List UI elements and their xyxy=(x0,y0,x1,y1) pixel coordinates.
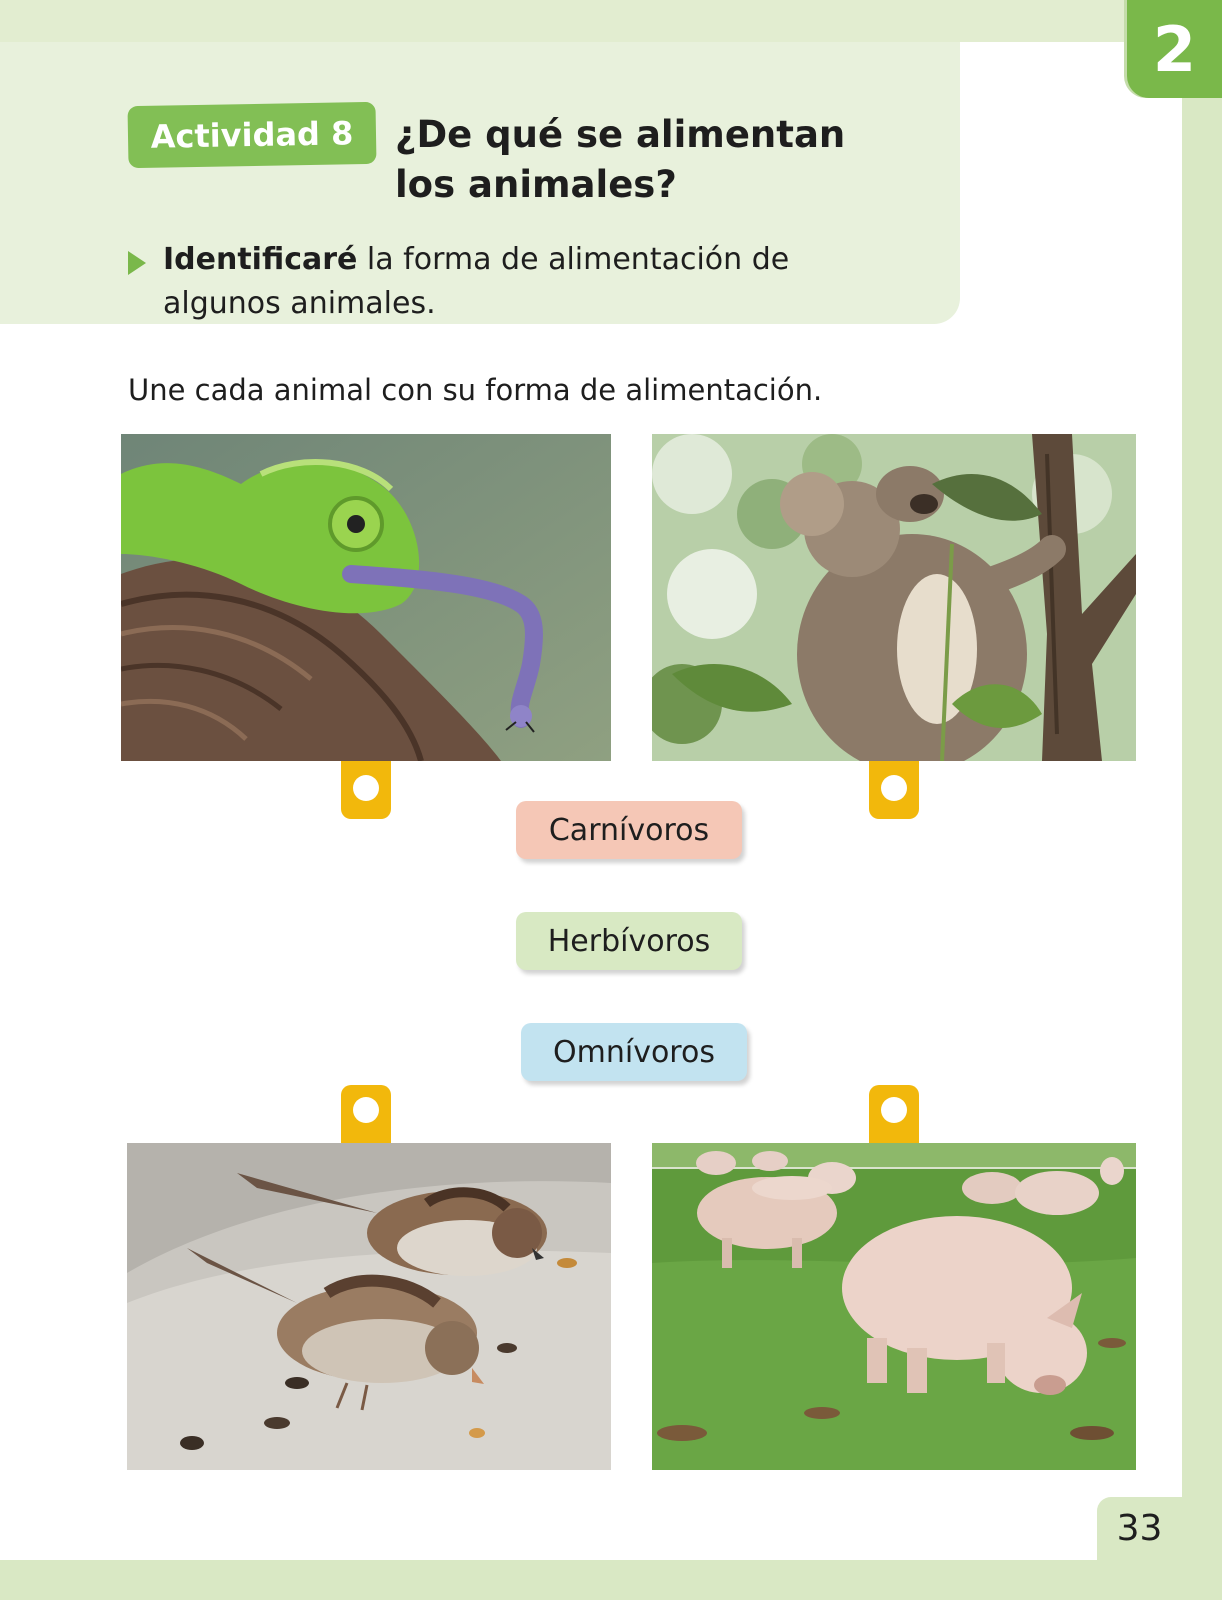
instruction-text: Une cada animal con su forma de alimentación. xyxy=(128,373,823,407)
top-border-band xyxy=(0,0,1222,42)
right-border-band xyxy=(1182,0,1222,1600)
pigs-photo xyxy=(652,1143,1136,1470)
page-title xyxy=(395,110,935,210)
objective-text: la forma de alimentación de xyxy=(357,242,790,277)
learning-objective xyxy=(163,238,923,326)
connector-dot-pigs[interactable] xyxy=(869,1085,919,1143)
objective-text-line-2: algunos animales. xyxy=(163,286,436,321)
connector-dot-chameleon[interactable] xyxy=(341,761,391,819)
connector-dot-koala[interactable] xyxy=(869,761,919,819)
title-line-2: los animales? xyxy=(395,163,677,206)
koala-photo xyxy=(652,434,1136,761)
label-omnivoros[interactable]: Omnívoros xyxy=(521,1023,747,1081)
chapter-number-tab: 2 xyxy=(1127,0,1222,98)
connector-dot-sparrows[interactable] xyxy=(341,1085,391,1143)
sparrows-photo xyxy=(127,1143,611,1470)
page-number: 33 xyxy=(1097,1497,1182,1560)
objective-arrow-icon xyxy=(128,251,146,275)
chameleon-photo xyxy=(121,434,611,761)
label-carnivoros[interactable]: Carnívoros xyxy=(516,801,742,859)
activity-badge: Actividad 8 xyxy=(127,102,376,168)
objective-verb: Identificaré xyxy=(163,242,358,277)
title-line-1: ¿De qué se alimentan xyxy=(395,113,846,156)
bottom-border-band xyxy=(0,1560,1222,1600)
label-herbivoros[interactable]: Herbívoros xyxy=(516,912,742,970)
